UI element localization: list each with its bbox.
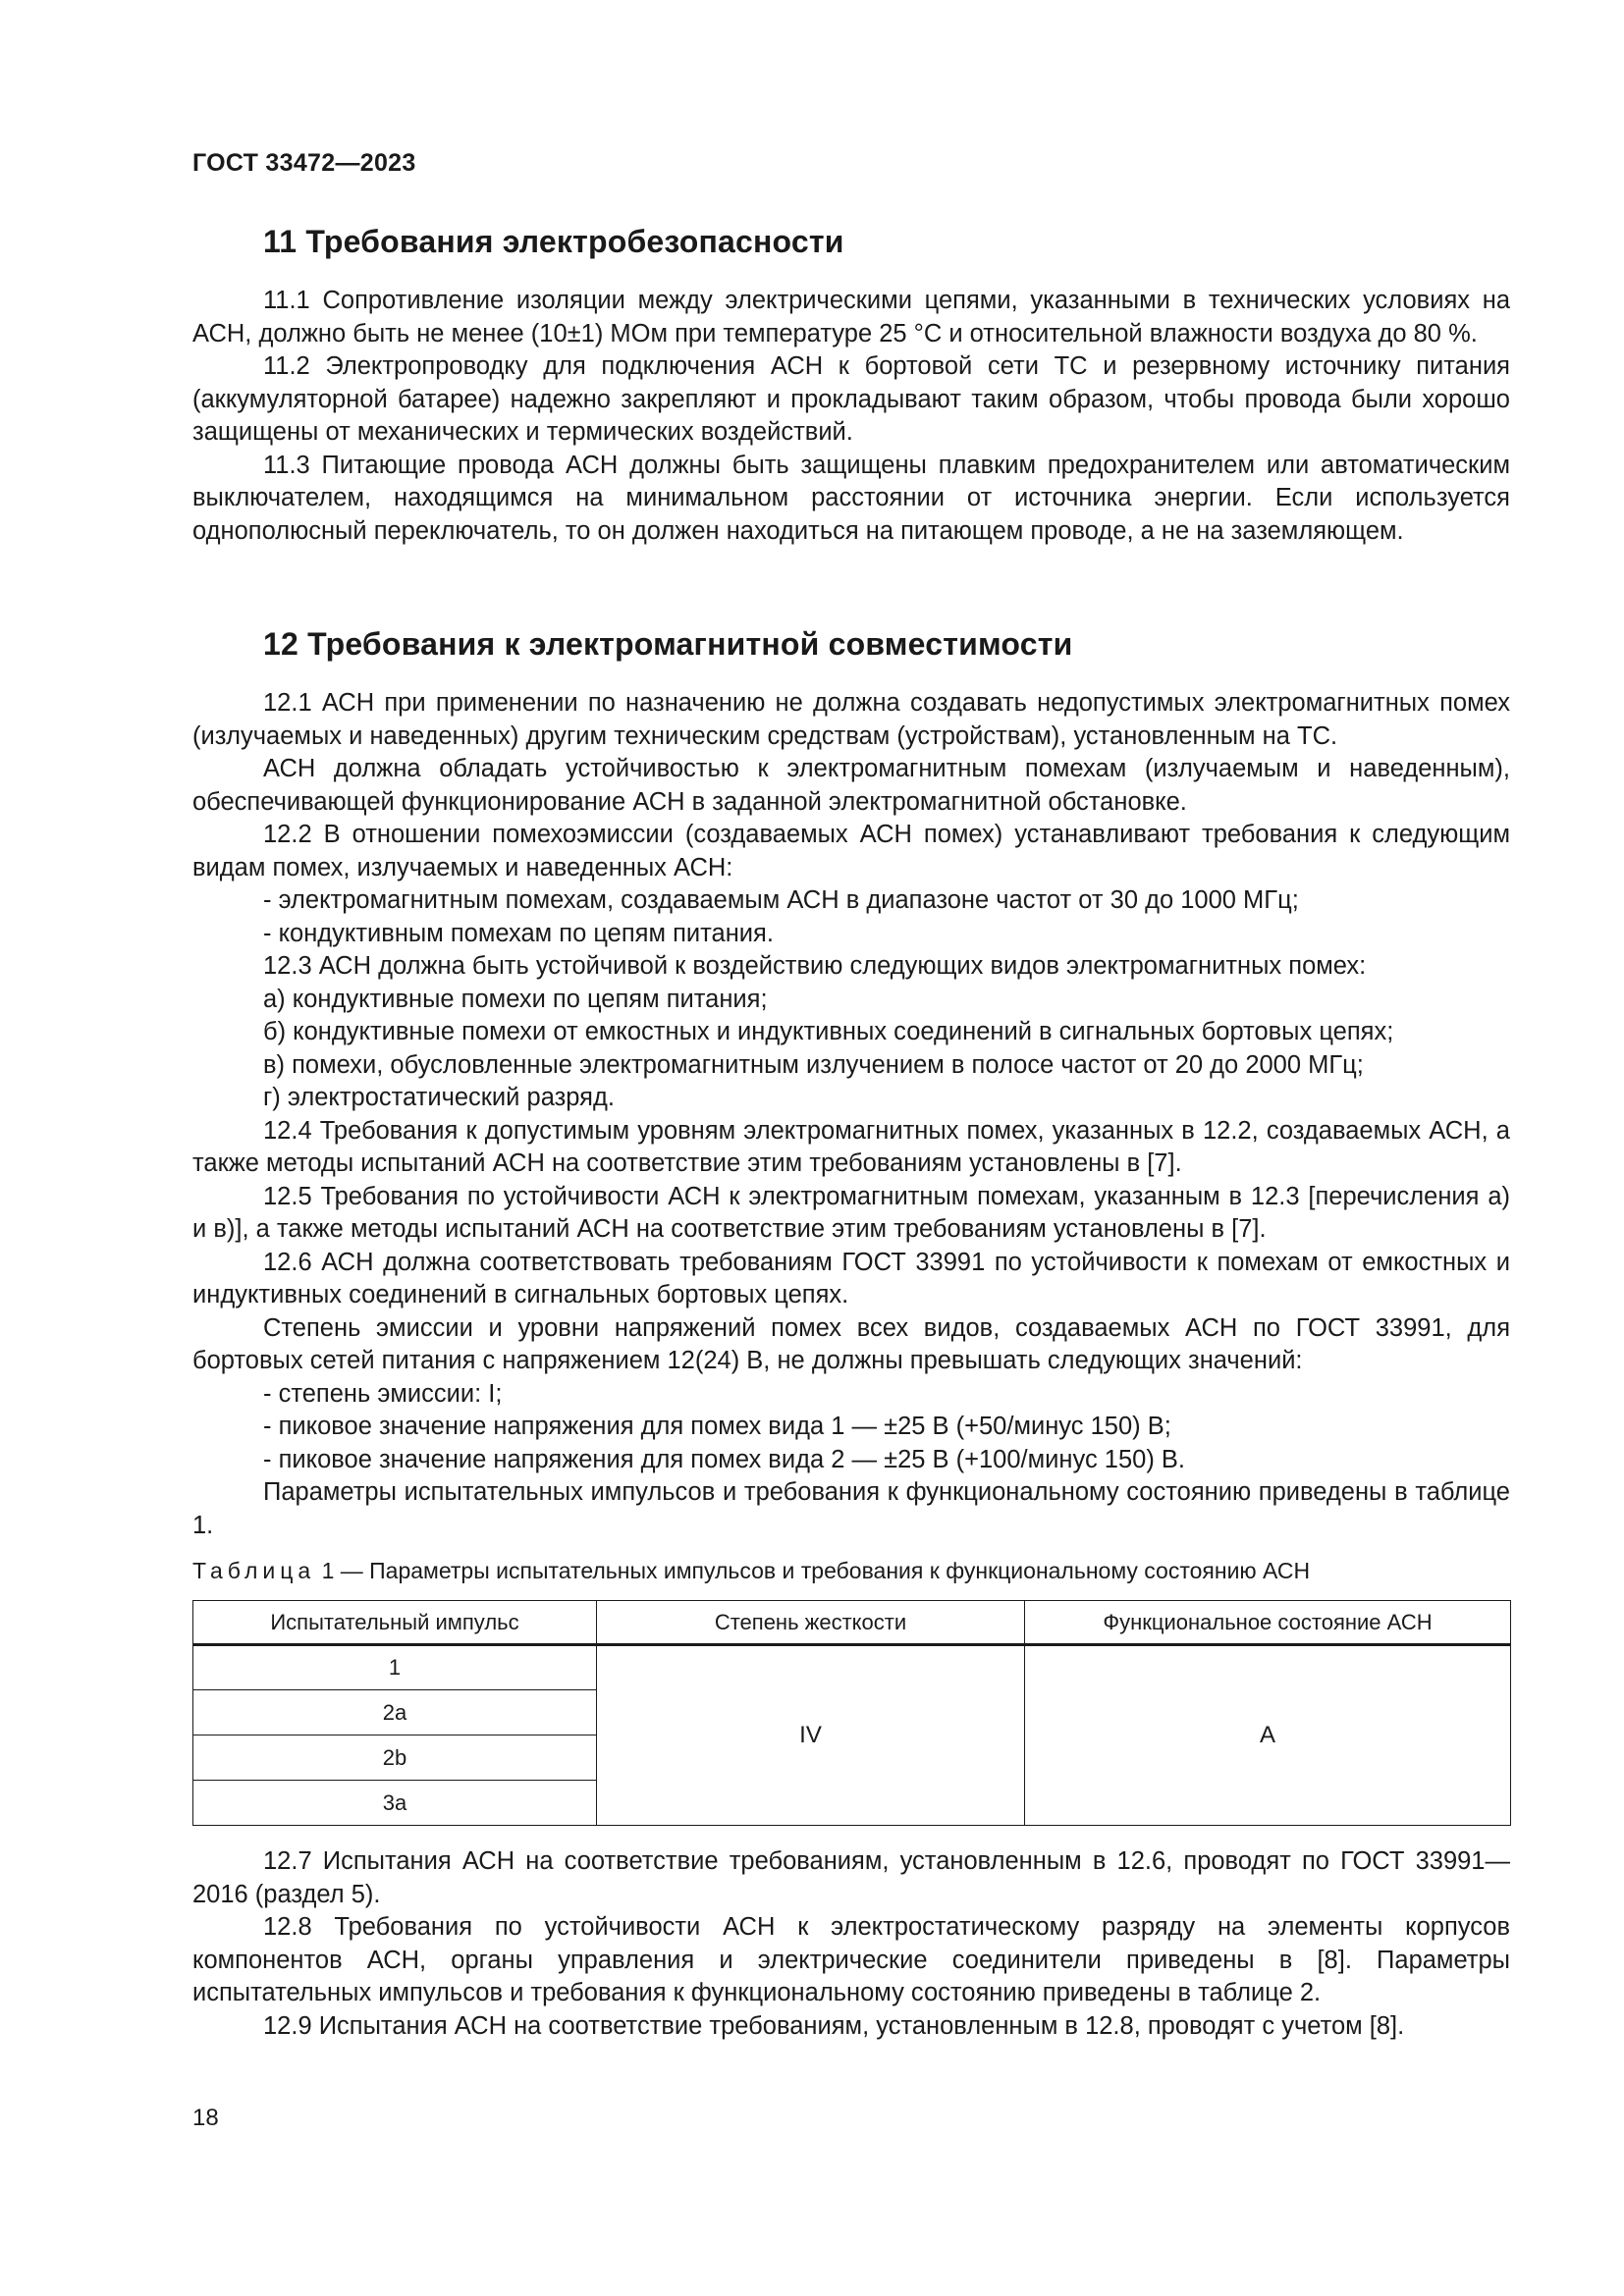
paragraph-11-1: 11.1 Сопротивление изоляции между электрическими цепями, указанными в технических условиях на АСН, должно быть не менее (10±1) МОм при температуре 25 °С и относительной влажности воздуха до 80 %. [192,287,1510,347]
state-cell: A [1025,1645,1511,1826]
paragraph-12-6b: Степень эмиссии и уровни напряжений помех всех видов, создаваемых АСН по ГОСТ 33991, для бортовых сетей питания с напряжением 12(24) В, не должны превышать следующих значений: [192,1313,1510,1374]
table-row [193,1645,1511,1690]
paragraph-12-4: 12.4 Требования к допустимым уровням электромагнитных помех, указанных в 12.2, создаваемых АСН, а также методы испытаний АСН на соответствие этим требованиям установлены в [7]. [192,1116,1510,1177]
list-item: - кондуктивным помехам по цепям питания. [263,919,774,947]
column-header: Степень жесткости [597,1601,1025,1645]
paragraph-12-7: 12.7 Испытания АСН на соответствие требованиям, установленным в 12.6, проводят по ГОСТ 33991—2016 (раздел 5). [192,1847,1510,1908]
paragraph-table-ref: Параметры испытательных импульсов и требования к функциональному состоянию приведены в таблице 1. [192,1478,1510,1539]
list-item: б) кондуктивные помехи от емкостных и индуктивных соединений в сигнальных бортовых цепях; [263,1018,1394,1045]
list-item: - степень эмиссии: I; [263,1379,503,1408]
document-id: ГОСТ 33472—2023 [192,149,416,177]
column-header: Функциональное состояние АСН [1025,1601,1511,1645]
paragraph-11-3: 11.3 Питающие провода АСН должны быть защищены плавким предохранителем или автоматическим выключателем, находящимся на минимальном расстоянии от источника энергии. Если используется однополюсный переключатель, то он должен находиться на питающем проводе, а не на заземляющем. [192,451,1510,545]
paragraph-12-3: 12.3 АСН должна быть устойчивой к воздействию следующих видов электромагнитных помех: [263,952,1367,980]
section-11-body [192,285,1510,548]
list-item: г) электростатический разряд. [263,1084,615,1111]
paragraph-12-9: 12.9 Испытания АСН на соответствие требованиям, установленным в 12.8, проводят с учетом [8]. [263,2011,1405,2040]
table-caption-label: Таблица [192,1558,316,1583]
paragraph-12-1: 12.1 АСН при применении по назначению не должна создавать недопустимых электромагнитных помех (излучаемых и наведенных) другим техническим средствам (устройствам), установленным на ТС. [192,689,1510,750]
section-11-title: 11 Требования электробезопасности [263,224,844,259]
after-table-body [192,1845,1510,2043]
paragraph-12-5: 12.5 Требования по устойчивости АСН к электромагнитным помехам, указанным в 12.3 [перечисления а) и в)], а также методы испытаний АСН на соответствие этим требованиям установлены в [7]. [192,1182,1510,1243]
list-item: в) помехи, обусловленные электромагнитным излучением в полосе частот от 20 до 2000 МГц; [263,1050,1364,1079]
page-number: 18 [192,2105,219,2131]
paragraph-12-1b: АСН должна обладать устойчивостью к электромагнитным помехам (излучаемым и наведенным), обеспечивающей функционирование АСН в заданной электромагнитной обстановке. [192,755,1510,816]
list-item: - пиковое значение напряжения для помех вида 1 — ±25 В (+50/минус 150) В; [263,1413,1171,1440]
list-item: - пиковое значение напряжения для помех вида 2 — ±25 В (+100/минус 150) В. [263,1445,1185,1473]
table-1 [192,1600,1511,1826]
list-item: а) кондуктивные помехи по цепям питания; [263,985,768,1013]
section-12-body [192,687,1510,1542]
section-12-title: 12 Требования к электромагнитной совместимости [263,626,1073,662]
paragraph-12-2: 12.2 В отношении помехоэмиссии (создаваемых АСН помех) устанавливают требования к следующим видам помех, излучаемых и наведенных АСН: [192,821,1510,881]
paragraph-12-6: 12.6 АСН должна соответствовать требованиям ГОСТ 33991 по устойчивости к помехам от емкостных и индуктивных соединений в сигнальных бортовых цепях. [192,1248,1510,1308]
table-header-row [193,1601,1511,1645]
pulse-cell: 2a [193,1690,597,1735]
severity-cell: IV [597,1645,1025,1826]
pulse-cell: 3a [193,1781,597,1826]
paragraph-11-2: 11.2 Электропроводку для подключения АСН к бортовой сети ТС и резервному источнику питания (аккумуляторной батарее) надежно закрепляют и прокладывают таким образом, чтобы провода были хорошо защищены от механических и термических воздействий. [192,352,1510,446]
pulse-cell: 2b [193,1735,597,1781]
table-caption-text: 1 — Параметры испытательных импульсов и требования к функциональному состоянию АСН [321,1558,1311,1583]
pulse-cell: 1 [193,1645,597,1690]
table-1-caption [192,1558,1310,1584]
paragraph-12-8: 12.8 Требования по устойчивости АСН к электростатическому разряду на элементы корпусов компонентов АСН, органы управления и электрические соединители приведены в [8]. Параметры испытательных импульсов и требования к функциональному состоянию приведены в таблице 2. [192,1913,1510,2006]
list-item: - электромагнитным помехам, создаваемым АСН в диапазоне частот от 30 до 1000 МГц; [263,886,1299,914]
column-header: Испытательный импульс [193,1601,597,1645]
